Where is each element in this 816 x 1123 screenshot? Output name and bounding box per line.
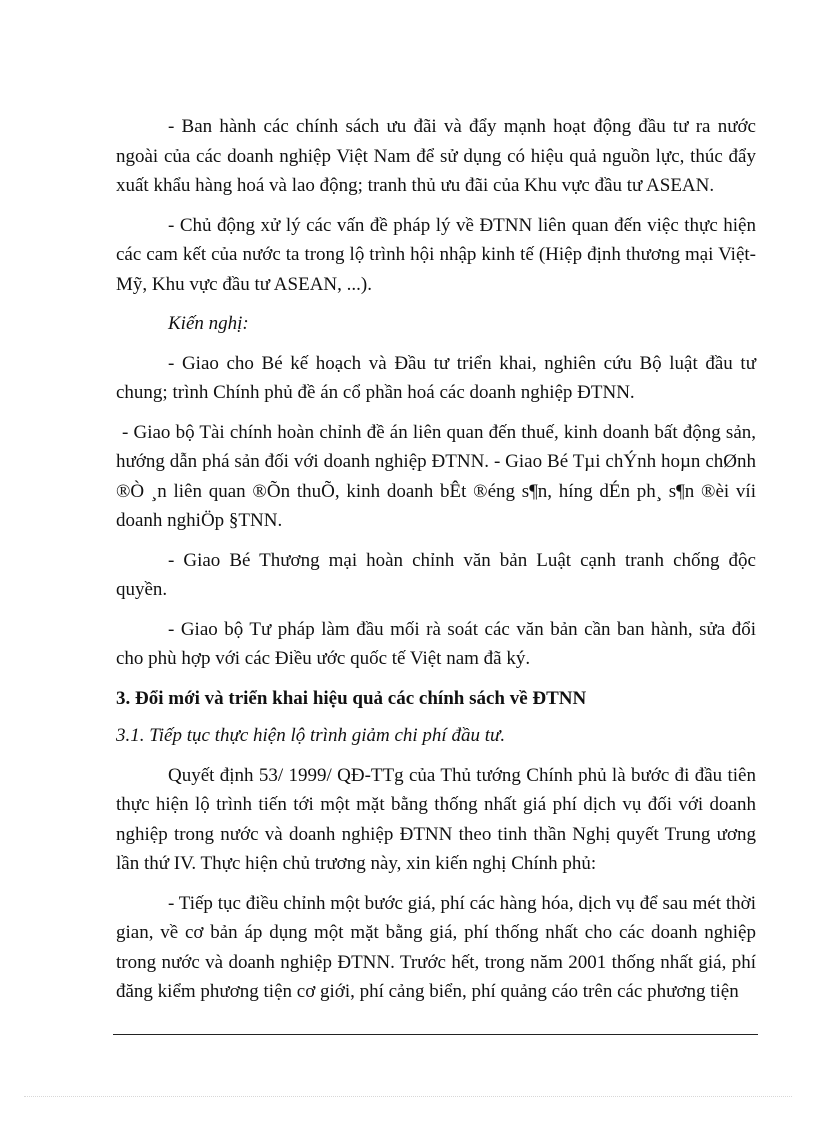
paragraph-outward-investment-policy: - Ban hành các chính sách ưu đãi và đẩy mạnh hoạt động đầu tư ra nước ngoài của các doanh nghiệp Việt Nam để sử dụng có hiệu quả nguồn lực, thúc đẩy xuất khẩu hàng hoá và lao động; tranh thủ ưu đãi của Khu vực đầu tư ASEAN.: [116, 116, 756, 196]
document-body: [116, 112, 756, 1017]
paragraph-ministry-justice: - Giao bộ Tư pháp làm đầu mối rà soát các văn bản cần ban hành, sửa đổi cho phù hợp với các Điều ước quốc tế Việt nam đã ký.: [116, 618, 756, 669]
paragraph-ministry-finance: - Giao bộ Tài chính hoàn chỉnh đề án liên quan đến thuế, kinh doanh bất động sản, hướng dẫn phá sản đối với doanh nghiệp ĐTNN. - Giao Bé Tµi chÝnh hoµn chØnh ®Ò ¸n liên quan ®Õn thuÕ, kinh doanh bÊt ®éng s¶n, híng dÉn ph¸ s¶n ®èi víi doanh nghiÖp §TNN.: [116, 421, 756, 531]
footer-divider: [113, 1034, 758, 1035]
subsection-heading-3-1: 3.1. Tiếp tục thực hiện lộ trình giảm chi phí đầu tư.: [116, 725, 506, 746]
page-bottom-edge: [24, 1096, 792, 1097]
recommendations-label: Kiến nghị:: [168, 313, 249, 334]
paragraph-ministry-planning: - Giao cho Bé kế hoạch và Đầu tư triển khai, nghiên cứu Bộ luật đầu tư chung; trình Chính phủ đề án cổ phần hoá các doanh nghiệp ĐTNN.: [116, 352, 756, 403]
section-heading-3: 3. Đổi mới và triển khai hiệu quả các chính sách về ĐTNN: [116, 687, 587, 709]
paragraph-legal-issues: - Chủ động xử lý các vấn đề pháp lý về ĐTNN liên quan đến việc thực hiện các cam kết của nước ta trong lộ trình hội nhập kinh tế (Hiệp định thương mại Việt-Mỹ, Khu vực đầu tư ASEAN, ...).: [116, 214, 756, 295]
paragraph-decision-53: Quyết định 53/ 1999/ QĐ-TTg của Thủ tướng Chính phủ là bước đi đầu tiên thực hiện lộ trình tiến tới một mặt bằng thống nhất giá phí dịch vụ đối với doanh nghiệp trong nước và doanh nghiệp ĐTNN theo tinh thần Nghị quyết Trung ương lần thứ IV. Thực hiện chủ trương này, xin kiến nghị Chính phủ:: [116, 764, 756, 874]
paragraph-adjust-prices: - Tiếp tục điều chỉnh một bước giá, phí các hàng hóa, dịch vụ để sau mét thời gian, về cơ bản áp dụng một mặt bằng giá, phí thống nhất cho các doanh nghiệp trong nước và doanh nghiệp ĐTNN. Trước hết, trong năm 2001 thống nhất giá, phí đăng kiểm phương tiện cơ giới, phí cảng biển, phí quảng cáo trên các phương tiện: [116, 892, 756, 1002]
paragraph-ministry-trade: - Giao Bé Thương mại hoàn chỉnh văn bản Luật cạnh tranh chống độc quyền.: [116, 549, 756, 600]
